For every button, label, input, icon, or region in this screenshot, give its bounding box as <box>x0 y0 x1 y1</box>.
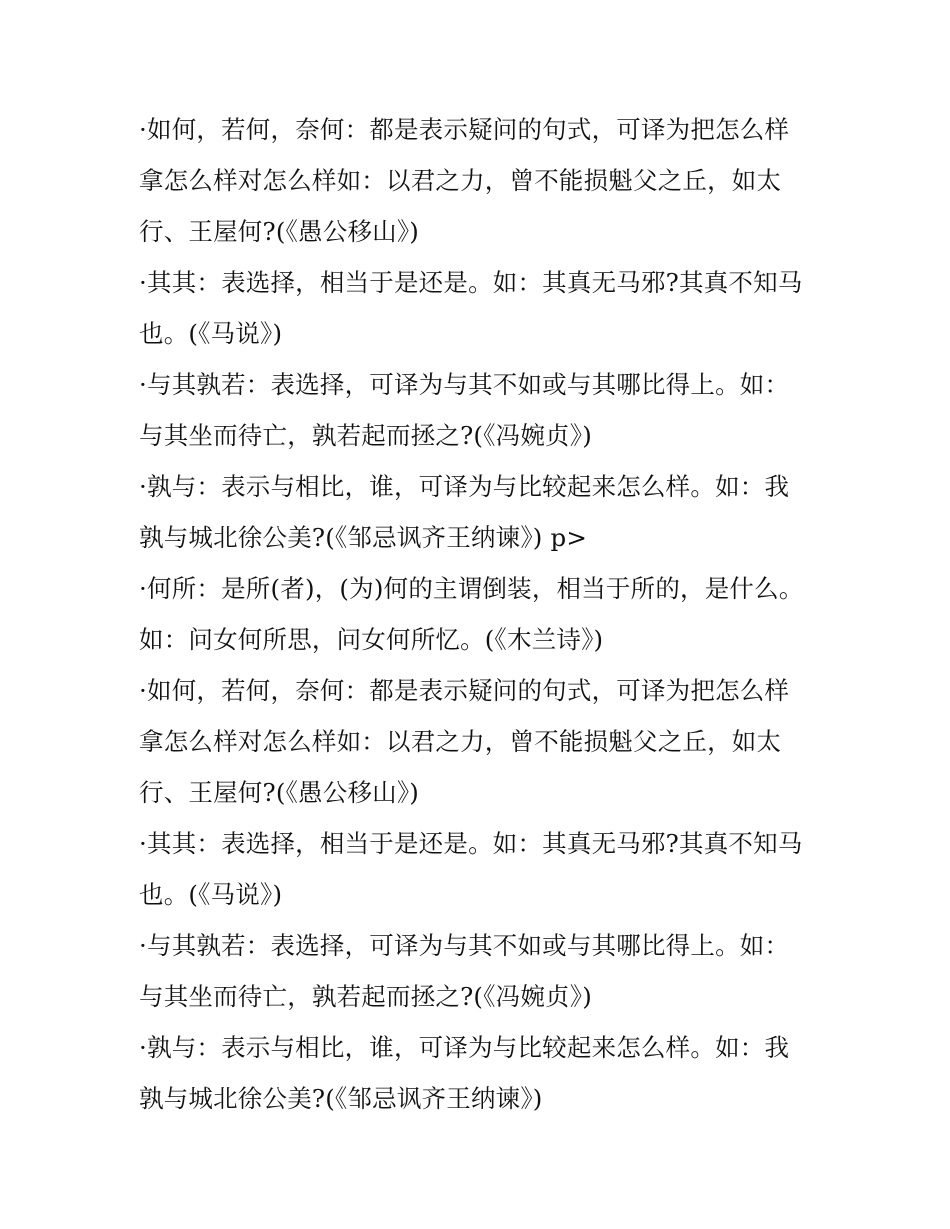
text-line: 也。(《马说》) <box>139 880 283 909</box>
text-line: 如：问女何所思，问女何所忆。(《木兰诗》) <box>139 625 604 654</box>
text-line: 拿怎么样对怎么样如：以君之力，曾不能损魁父之丘，如太 <box>139 166 782 195</box>
document-body <box>139 104 819 1124</box>
text-line: ·孰与：表示与相比，谁，可译为与比较起来怎么样。如：我 <box>139 1033 790 1062</box>
text-line: 孰与城北徐公美?(《邹忌讽齐王纳谏》) p> <box>139 523 588 552</box>
text-line: ·其其：表选择，相当于是还是。如：其真无马邪?其真不知马 <box>139 829 803 858</box>
text-line: 孰与城北徐公美?(《邹忌讽齐王纳谏》) <box>139 1084 543 1113</box>
text-line: ·孰与：表示与相比，谁，可译为与比较起来怎么样。如：我 <box>139 472 790 501</box>
text-line: ·何所：是所(者)，(为)何的主谓倒装，相当于所的，是什么。 <box>139 574 804 603</box>
text-line: 拿怎么样对怎么样如：以君之力，曾不能损魁父之丘，如太 <box>139 727 782 756</box>
text-line: ·如何，若何，奈何：都是表示疑问的句式，可译为把怎么样 <box>139 676 790 705</box>
text-line: ·其其：表选择，相当于是还是。如：其真无马邪?其真不知马 <box>139 268 803 297</box>
text-line: 与其坐而待亡，孰若起而拯之?(《冯婉贞》) <box>139 421 592 450</box>
text-line: 行、王屋何?(《愚公移山》) <box>139 778 420 807</box>
text-line: ·如何，若何，奈何：都是表示疑问的句式，可译为把怎么样 <box>139 115 790 144</box>
text-line: 行、王屋何?(《愚公移山》) <box>139 217 420 246</box>
text-line: ·与其孰若：表选择，可译为与其不如或与其哪比得上。如： <box>139 931 790 960</box>
text-line: 也。(《马说》) <box>139 319 283 348</box>
text-line: ·与其孰若：表选择，可译为与其不如或与其哪比得上。如： <box>139 370 790 399</box>
text-line: 与其坐而待亡，孰若起而拯之?(《冯婉贞》) <box>139 982 592 1011</box>
